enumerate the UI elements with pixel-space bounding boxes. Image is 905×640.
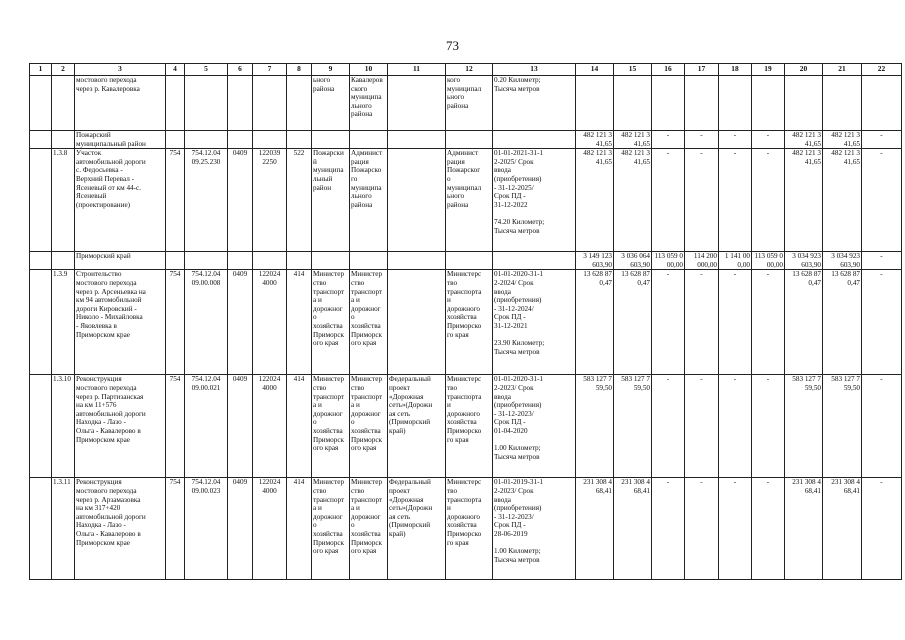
table-cell bbox=[30, 131, 52, 149]
table-cell: Пожарский муниципальный район bbox=[75, 131, 166, 149]
table-cell: Министер ство транспорт а и дорожног о хозяйства Приморск ого края bbox=[350, 270, 388, 375]
table-cell: - bbox=[862, 131, 902, 149]
table-cell: 754 bbox=[166, 478, 185, 580]
table-cell bbox=[350, 252, 388, 270]
table-cell: Федеральный проект «Дорожная сеть»(Дорожн ая сеть (Приморский край) bbox=[388, 478, 446, 580]
table-cell bbox=[30, 270, 52, 375]
table-cell: 3 034 923 603,90 bbox=[823, 252, 862, 270]
table-cell: Админист рация Пожарског о муниципал ьного района bbox=[446, 149, 493, 252]
column-header: 5 bbox=[185, 64, 228, 76]
table-cell bbox=[30, 375, 52, 478]
table-cell: - bbox=[862, 149, 902, 252]
table-cell: 01-01-2019-31-1 2-2023/ Срок ввода (приобретения) - 31-12-2023/ Срок ПД - 28-06-2019 1.00 Километр; Тысяча метров bbox=[493, 478, 576, 580]
column-header: 8 bbox=[287, 64, 312, 76]
table-row bbox=[30, 76, 902, 131]
table-cell bbox=[52, 252, 75, 270]
table-cell bbox=[185, 76, 228, 131]
column-header: 20 bbox=[785, 64, 823, 76]
table-cell bbox=[287, 252, 312, 270]
table-cell: 754.12.04 09.00.023 bbox=[185, 478, 228, 580]
table-cell bbox=[30, 252, 52, 270]
table-cell bbox=[287, 131, 312, 149]
page-number: 73 bbox=[446, 38, 459, 53]
column-header: 14 bbox=[576, 64, 614, 76]
table-cell: - bbox=[652, 478, 685, 580]
table-cell bbox=[719, 76, 752, 131]
table-cell bbox=[185, 131, 228, 149]
table-cell: Реконструкция мостового перехода через р. Арзамазовка на км 317+420 автомобильной дороги Находка - Лазо - Ольга - Кавалерово в Приморском крае bbox=[75, 478, 166, 580]
table-cell: - bbox=[719, 149, 752, 252]
table-cell: 01-01-2020-31-1 2-2024/ Срок ввода (приобретения) - 31-12-2024/ Срок ПД - 31-12-2021 23.90 Километр; Тысяча метров bbox=[493, 270, 576, 375]
table-cell: - bbox=[685, 375, 719, 478]
table-cell: Министерс тво транспорта и дорожного хозяйства Приморско го края bbox=[446, 375, 493, 478]
table-cell: Министер ство транспорт а и дорожног о хозяйства Приморск ого края bbox=[312, 270, 350, 375]
table-cell bbox=[614, 76, 652, 131]
column-header: 16 bbox=[652, 64, 685, 76]
table-cell: Приморский край bbox=[75, 252, 166, 270]
table-cell: 13 628 87 0,47 bbox=[576, 270, 614, 375]
table-cell bbox=[185, 252, 228, 270]
table-row bbox=[30, 149, 902, 252]
table-cell bbox=[166, 131, 185, 149]
table-cell: 482 121 3 41,65 bbox=[614, 149, 652, 252]
table-cell bbox=[52, 76, 75, 131]
table-cell: кого муниципал ьного района bbox=[446, 76, 493, 131]
table-cell: 1.3.11 bbox=[52, 478, 75, 580]
table-cell: 754 bbox=[166, 149, 185, 252]
table-cell bbox=[30, 76, 52, 131]
table-cell bbox=[253, 252, 287, 270]
table-cell bbox=[166, 76, 185, 131]
table-cell: 1 141 00 0,00 bbox=[719, 252, 752, 270]
table-cell: 583 127 7 59,50 bbox=[614, 375, 652, 478]
column-header: 4 bbox=[166, 64, 185, 76]
table-cell bbox=[350, 131, 388, 149]
table-cell: Министер ство транспорт а и дорожног о хозяйства Приморск ого края bbox=[350, 375, 388, 478]
table-cell: 482 121 3 41,65 bbox=[823, 149, 862, 252]
table-cell: - bbox=[752, 131, 785, 149]
table-cell: Пожарски й муниципа льный район bbox=[312, 149, 350, 252]
table-cell: 231 308 4 68,41 bbox=[785, 478, 823, 580]
table-cell: 122024 4000 bbox=[253, 375, 287, 478]
column-header: 22 bbox=[862, 64, 902, 76]
table-cell: - bbox=[652, 131, 685, 149]
table-cell: - bbox=[719, 270, 752, 375]
table-cell: Федеральный проект «Дорожная сеть»(Дорожн ая сеть (Приморский край) bbox=[388, 375, 446, 478]
table-cell: - bbox=[652, 270, 685, 375]
table-cell: 122039 2250 bbox=[253, 149, 287, 252]
table-cell: 0409 bbox=[228, 270, 253, 375]
column-header: 21 bbox=[823, 64, 862, 76]
table-cell: мостового перехода через р. Кавалеровка bbox=[75, 76, 166, 131]
table-cell: - bbox=[685, 270, 719, 375]
table-cell: - bbox=[652, 375, 685, 478]
table-cell: - bbox=[752, 375, 785, 478]
table-cell: 113 059 0 00,00 bbox=[752, 252, 785, 270]
column-header: 3 bbox=[75, 64, 166, 76]
table-cell bbox=[388, 76, 446, 131]
table-cell bbox=[685, 76, 719, 131]
table-cell: Кавалеров ского муниципа льного района bbox=[350, 76, 388, 131]
table-cell: - bbox=[752, 149, 785, 252]
table-cell: 482 121 3 41,65 bbox=[785, 131, 823, 149]
column-header: 10 bbox=[350, 64, 388, 76]
table-cell: Министер ство транспорт а и дорожног о хозяйства Приморск ого края bbox=[350, 478, 388, 580]
table-cell: Министер ство транспорт а и дорожног о хозяйства Приморск ого края bbox=[312, 375, 350, 478]
table-cell bbox=[166, 252, 185, 270]
table-cell: - bbox=[719, 131, 752, 149]
table-cell: - bbox=[685, 131, 719, 149]
table-cell: 01-01-2021-31-1 2-2025/ Срок ввода (приобретения) - 31-12-2025/ Срок ПД - 31-12-2022 74.20 Километр; Тысяча метров bbox=[493, 149, 576, 252]
table-cell: Министерс тво транспорта и дорожного хозяйства Приморско го края bbox=[446, 270, 493, 375]
column-header: 7 bbox=[253, 64, 287, 76]
table-cell: - bbox=[862, 270, 902, 375]
table-cell: 122024 4000 bbox=[253, 270, 287, 375]
table-cell: 754.12.04 09.25.230 bbox=[185, 149, 228, 252]
table-cell: 482 121 3 41,65 bbox=[823, 131, 862, 149]
table-cell: 13 628 87 0,47 bbox=[823, 270, 862, 375]
table-cell bbox=[30, 149, 52, 252]
table-cell: 414 bbox=[287, 478, 312, 580]
table-cell: 114 200 000,00 bbox=[685, 252, 719, 270]
table-cell: 13 628 87 0,47 bbox=[785, 270, 823, 375]
column-header: 19 bbox=[752, 64, 785, 76]
table-cell: 0409 bbox=[228, 149, 253, 252]
table-cell: 01-01-2020-31-1 2-2023/ Срок ввода (приобретения) - 31-12-2023/ Срок ПД - 01-04-2020 1.00 Километр; Тысяча метров bbox=[493, 375, 576, 478]
table-cell: 754.12.04 09.00.008 bbox=[185, 270, 228, 375]
table-cell: 1.3.10 bbox=[52, 375, 75, 478]
table-cell bbox=[785, 76, 823, 131]
table-cell: 231 308 4 68,41 bbox=[823, 478, 862, 580]
column-header: 15 bbox=[614, 64, 652, 76]
column-header: 9 bbox=[312, 64, 350, 76]
table-cell: Реконструкция мостового перехода через р. Партизанская на км 11+576 автомобильной дороги Находка - Лазо - Ольга - Кавалерово в Приморском крае bbox=[75, 375, 166, 478]
table-cell bbox=[253, 76, 287, 131]
table-cell: 0.20 Километр; Тысяча метров bbox=[493, 76, 576, 131]
table-cell: 1.3.8 bbox=[52, 149, 75, 252]
budget-table bbox=[29, 63, 902, 580]
table-cell: 583 127 7 59,50 bbox=[576, 375, 614, 478]
table-cell: - bbox=[685, 149, 719, 252]
table-cell: 122024 4000 bbox=[253, 478, 287, 580]
table-cell bbox=[228, 131, 253, 149]
column-header: 1 bbox=[30, 64, 52, 76]
table-cell: - bbox=[685, 478, 719, 580]
table-cell bbox=[52, 131, 75, 149]
table-cell: - bbox=[719, 375, 752, 478]
table-cell bbox=[388, 252, 446, 270]
table-cell: Админист рация Пожарско го муниципа льного района bbox=[350, 149, 388, 252]
table-cell: 3 036 064 603,90 bbox=[614, 252, 652, 270]
table-cell: 482 121 3 41,65 bbox=[576, 149, 614, 252]
table-cell: 113 059 0 00,00 bbox=[652, 252, 685, 270]
table-cell: - bbox=[862, 252, 902, 270]
table-cell: - bbox=[862, 375, 902, 478]
table-row bbox=[30, 478, 902, 580]
column-header: 18 bbox=[719, 64, 752, 76]
table-cell bbox=[493, 252, 576, 270]
column-header: 11 bbox=[388, 64, 446, 76]
table-cell: 754 bbox=[166, 270, 185, 375]
table-cell bbox=[862, 76, 902, 131]
table-cell bbox=[493, 131, 576, 149]
table-row bbox=[30, 270, 902, 375]
table-cell bbox=[228, 252, 253, 270]
table-cell bbox=[287, 76, 312, 131]
table-cell: 754.12.04 09.00.021 bbox=[185, 375, 228, 478]
table-cell bbox=[228, 76, 253, 131]
column-header: 17 bbox=[685, 64, 719, 76]
table-cell: 231 308 4 68,41 bbox=[576, 478, 614, 580]
table-cell: 522 bbox=[287, 149, 312, 252]
table-cell bbox=[576, 76, 614, 131]
table-cell: 754 bbox=[166, 375, 185, 478]
table-cell: 414 bbox=[287, 375, 312, 478]
table-cell: - bbox=[652, 149, 685, 252]
header-row bbox=[30, 64, 902, 76]
table-cell: 583 127 7 59,50 bbox=[823, 375, 862, 478]
table-cell: 482 121 3 41,65 bbox=[785, 149, 823, 252]
table-cell: - bbox=[862, 478, 902, 580]
table-cell bbox=[388, 270, 446, 375]
table-cell bbox=[388, 149, 446, 252]
column-header: 13 bbox=[493, 64, 576, 76]
table-row bbox=[30, 252, 902, 270]
table-cell bbox=[388, 131, 446, 149]
table-cell: 0409 bbox=[228, 478, 253, 580]
table-cell: 3 034 923 603,90 bbox=[785, 252, 823, 270]
table-row bbox=[30, 375, 902, 478]
table-cell bbox=[823, 76, 862, 131]
table-cell: - bbox=[752, 478, 785, 580]
table-cell: Строительство мостового перехода через р. Арсеньевка на км 94 автомобильной дороги Кировский - Николо - Михайловка - Яковлевка в Приморском крае bbox=[75, 270, 166, 375]
table-cell: - bbox=[752, 270, 785, 375]
table-cell: 13 628 87 0,47 bbox=[614, 270, 652, 375]
table-cell bbox=[253, 131, 287, 149]
table-cell: 231 308 4 68,41 bbox=[614, 478, 652, 580]
table-cell: 583 127 7 59,50 bbox=[785, 375, 823, 478]
table-cell: 482 121 3 41,65 bbox=[576, 131, 614, 149]
table-cell bbox=[312, 252, 350, 270]
table-cell: 414 bbox=[287, 270, 312, 375]
table-cell bbox=[752, 76, 785, 131]
table-cell bbox=[446, 131, 493, 149]
table-cell: Министер ство транспорт а и дорожног о хозяйства Приморск ого края bbox=[312, 478, 350, 580]
table-cell bbox=[30, 478, 52, 580]
column-header: 2 bbox=[52, 64, 75, 76]
table-cell bbox=[652, 76, 685, 131]
table-cell bbox=[446, 252, 493, 270]
table-cell: Участок автомобильной дороги с. Федосьевка - Верхний Перевал - Ясеневый от км 44-с. Ясеневый (проектирование) bbox=[75, 149, 166, 252]
table-cell: 482 121 3 41,65 bbox=[614, 131, 652, 149]
table-cell: 3 149 123 603,90 bbox=[576, 252, 614, 270]
column-header: 6 bbox=[228, 64, 253, 76]
table-cell bbox=[312, 131, 350, 149]
table-cell: 0409 bbox=[228, 375, 253, 478]
table-row bbox=[30, 131, 902, 149]
table-cell: - bbox=[719, 478, 752, 580]
table-cell: Министерс тво транспорта и дорожного хозяйства Приморско го края bbox=[446, 478, 493, 580]
table-cell: ьного района bbox=[312, 76, 350, 131]
column-header: 12 bbox=[446, 64, 493, 76]
table-cell: 1.3.9 bbox=[52, 270, 75, 375]
